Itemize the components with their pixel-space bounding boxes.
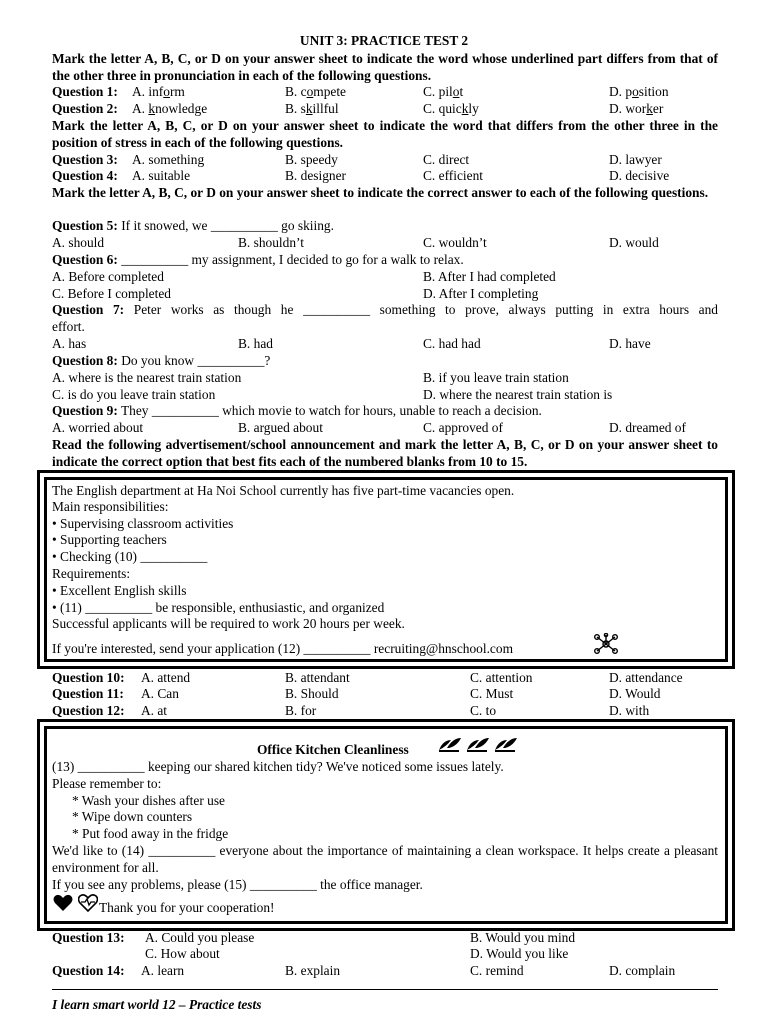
notice-line-2: Please remember to: [52,776,162,791]
question-8-option-d: D. where the nearest train station is [423,387,613,402]
advert-line-2: Main responsibilities: [52,499,169,514]
question-14-label: Question 14: [52,963,125,978]
question-5-option-d: D. would [609,235,659,250]
question-9-stem: Question 9: They __________ which movie to watch for hours, unable to reach a decision. [52,403,542,418]
question-10-option-d: D. attendance [609,670,683,685]
notice-line-4: * Wipe down counters [72,809,193,824]
question-10-option-c: C. attention [470,670,533,685]
question-3-option-a: A. something [132,152,205,167]
question-2-option-b: B. skillful [285,101,339,116]
question-6-option-c: C. Before I completed [52,286,171,301]
question-3-label: Question 3: [52,152,118,167]
question-5-option-b: B. shouldn’t [238,235,304,250]
question-9-option-a: A. worried about [52,420,144,435]
question-11-option-a: A. Can [141,686,179,701]
question-6-option-d: D. After I completing [423,286,539,301]
question-12-option-d: D. with [609,703,650,718]
notice-line-8: Thank you for your cooperation! [99,900,275,915]
question-3-option-d: D. lawyer [609,152,662,167]
question-14-option-a: A. learn [141,963,185,978]
question-13-option-d: D. Would you like [470,946,569,961]
question-1-option-a: A. inform [132,84,185,99]
advert-line-4: • Supporting teachers [52,532,167,547]
heart-icon [53,894,73,916]
network-icon [592,633,620,659]
question-5-stem: Question 5: If it snowed, we __________ go skiing. [52,218,334,233]
question-8-option-a: A. where is the nearest train station [52,370,242,385]
question-14-option-d: D. complain [609,963,676,978]
question-2-option-a: A. knowledge [132,101,208,116]
notice-line-7: If you see any problems, please (15) __________ the office manager. [52,877,423,892]
question-14-option-c: C. remind [470,963,524,978]
instruction-advert: Read the following advertisement/school announcement and mark the letter A, B, C, or D on your answer sheet to indicate the correct option that best fits each of the numbered blanks from 10 to 15. [52,437,718,469]
heartbeat-icon [78,894,98,916]
question-8-stem: Question 8: Do you know __________? [52,353,271,368]
notice-title: Office Kitchen Cleanliness [257,742,409,757]
question-12-option-b: B. for [285,703,317,718]
question-8-option-b: B. if you leave train station [423,370,569,385]
question-13-option-b: B. Would you mind [470,930,576,945]
instruction-pronunciation: Mark the letter A, B, C, or D on your answer sheet to indicate the word whose underlined part differs from that of the other three in pronunciation in each of the following questions. [52,51,718,83]
question-11-option-b: B. Should [285,686,339,701]
question-7-stem: Question 7: Peter works as though he __________ something to prove, always putting in extra hours and [52,302,719,317]
question-6-stem: Question 6: __________ my assignment, I decided to go for a walk to relax. [52,252,464,267]
question-7-option-d: D. have [609,336,651,351]
question-11-option-d: D. Would [609,686,661,701]
question-12-label: Question 12: [52,703,125,718]
question-13-option-c: C. How about [145,946,220,961]
question-2-option-d: D. worker [609,101,664,116]
question-5-option-c: C. wouldn’t [423,235,487,250]
question-2-option-c: C. quickly [423,101,479,116]
question-9-option-c: C. approved of [423,420,503,435]
question-4-option-c: C. efficient [423,168,483,183]
question-9-option-d: D. dreamed of [609,420,686,435]
question-7-option-c: C. had had [423,336,481,351]
question-1-option-c: C. pilot [423,84,464,99]
instruction-stress: Mark the letter A, B, C, or D on your answer sheet to indicate the word that differs from the other three in the position of stress in each of the following questions. [52,118,718,150]
sprout-icons [437,734,519,758]
notice-line-6: We'd like to (14) __________ everyone about the importance of maintaining a clean workspace. It helps create a pleasant environment for all. [52,843,718,875]
question-3-option-b: B. speedy [285,152,338,167]
footer-text: I learn smart world 12 – Practice tests [52,997,262,1012]
footer-rule [52,989,718,990]
question-4-option-d: D. decisive [609,168,670,183]
notice-line-1: (13) __________ keeping our shared kitchen tidy? We've noticed some issues lately. [52,759,504,774]
question-5-option-a: A. should [52,235,105,250]
advert-line-1: The English department at Ha Noi School currently has five part-time vacancies open. [52,483,515,498]
question-10-option-a: A. attend [141,670,191,685]
advert-line-3: • Supervising classroom activities [52,516,234,531]
question-7-option-a: A. has [52,336,87,351]
question-4-option-b: B. designer [285,168,346,183]
question-12-option-a: A. at [141,703,168,718]
question-8-option-c: C. is do you leave train station [52,387,216,402]
question-10-label: Question 10: [52,670,125,685]
advert-line-5: • Checking (10) __________ [52,549,208,564]
question-4-option-a: A. suitable [132,168,191,183]
question-1-option-d: D. position [609,84,669,99]
question-6-option-a: A. Before completed [52,269,164,284]
question-4-label: Question 4: [52,168,118,183]
question-13-option-a: A. Could you please [145,930,255,945]
advert-line-8: • (11) __________ be responsible, enthusiastic, and organized [52,600,385,615]
question-12-option-c: C. to [470,703,497,718]
question-7-stem-cont: effort. [52,319,85,334]
question-2-label: Question 2: [52,101,118,116]
notice-line-3: * Wash your dishes after use [72,793,226,808]
question-10-option-b: B. attendant [285,670,350,685]
instruction-correct-answer: Mark the letter A, B, C, or D on your answer sheet to indicate the correct answer to each of the following questions. [52,185,709,200]
page-title: UNIT 3: PRACTICE TEST 2 [299,33,469,48]
question-11-option-c: C. Must [470,686,514,701]
question-1-option-b: B. compete [285,84,346,99]
question-6-option-b: B. After I had completed [423,269,556,284]
question-11-label: Question 11: [52,686,124,701]
question-14-option-b: B. explain [285,963,341,978]
advert-line-10: If you're interested, send your application (12) __________ recruiting@hnschool.com [52,641,513,656]
advert-line-6: Requirements: [52,566,131,581]
question-7-option-b: B. had [238,336,273,351]
question-13-label: Question 13: [52,930,125,945]
question-3-option-c: C. direct [423,152,470,167]
question-9-option-b: B. argued about [238,420,323,435]
question-1-label: Question 1: [52,84,118,99]
notice-line-5: * Put food away in the fridge [72,826,229,841]
advert-line-9: Successful applicants will be required to work 20 hours per week. [52,616,405,631]
advert-line-7: • Excellent English skills [52,583,187,598]
